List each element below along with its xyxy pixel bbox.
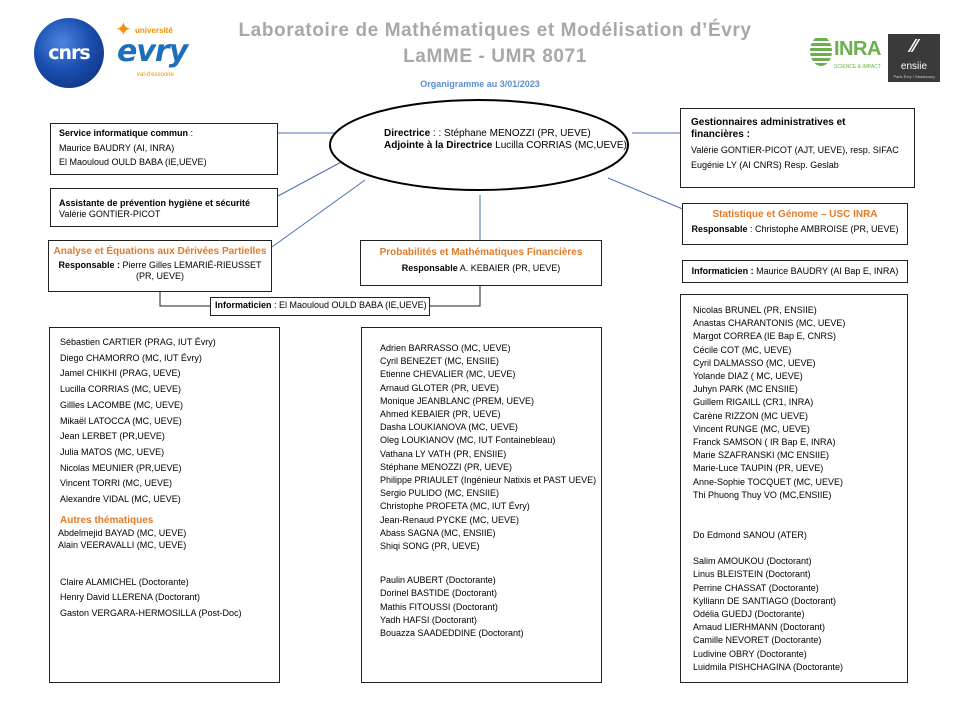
member: Vincent RUNGE (MC, UEVE): [693, 423, 810, 434]
member: Monique JEANBLANC (PREM, UEVE): [380, 395, 535, 406]
member: Etienne CHEVALIER (MC, UEVE): [380, 369, 516, 380]
team-aedp-box: [48, 240, 272, 292]
ensiie-logo-sub: Paris Évry / Strasbourg: [893, 74, 935, 79]
informaticien-center-label: Informaticien: [215, 300, 272, 310]
member: Philippe PRIAULET (Ingénieur Natixis et PAST UEVE): [380, 475, 597, 486]
gestion-member: Eugénie LY (AI CNRS) Resp. Geslab: [691, 160, 839, 170]
member: Arnaud GLOTER (PR, UEVE): [380, 382, 500, 393]
member: Lucilla CORRIAS (MC, UEVE): [60, 384, 182, 395]
doctorant: Mathis FITOUSSI (Doctorant): [380, 601, 498, 612]
doctorant: Arnaud LIERHMANN (Doctorant): [693, 622, 826, 633]
member: Franck SAMSON ( IR Bap E, INRA): [693, 437, 836, 448]
member: Anne-Sophie TOCQUET (MC, UEVE): [693, 476, 844, 487]
team-proba-resp-value: A. KEBAIER (PR, UEVE): [457, 263, 561, 273]
member: Vincent TORRI (MC, UEVE): [60, 478, 173, 489]
member: Ahmed KEBAIER (PR, UEVE): [380, 409, 501, 420]
autres-title: Autres thématiques: [60, 514, 154, 526]
team-stat-box: [682, 203, 908, 245]
member: Adrien BARRASSO (MC, UEVE): [380, 343, 511, 353]
team-aedp-resp-value: Pierre Gilles LEMARIÉ-RIEUSSET: [119, 260, 262, 270]
adjointe-label: Adjointe à la Directrice: [384, 140, 493, 151]
inra-logo-sub: SCIENCE & IMPACT: [834, 64, 881, 70]
service-info-title-suffix: :: [188, 128, 194, 138]
member: Anastas CHARANTONIS (MC, UEVE): [693, 318, 846, 329]
column-left-box: [49, 327, 280, 683]
member: Margot CORREA (IE Bap E, CNRS): [693, 331, 837, 342]
evry-logo-main: evry: [117, 34, 188, 69]
member: Alain VEERAVALLI (MC, UEVE): [58, 540, 187, 551]
member: Oleg LOUKIANOV (MC, IUT Fontainebleau): [380, 435, 556, 446]
team-stat-resp-value: : Christophe AMBROISE (PR, UEVE): [747, 224, 899, 234]
member: Stéphane MENOZZI (PR, UEVE): [380, 461, 513, 472]
member: Mikaël LATOCCA (MC, UEVE): [60, 415, 182, 426]
doctorant: Claire ALAMICHEL (Doctorante): [60, 576, 189, 587]
team-aedp-title: Analyse et Équations aux Dérivées Partielles: [53, 246, 267, 257]
service-info-member: Maurice BAUDRY (AI, INRA): [59, 143, 175, 153]
member: Abass SAGNA (MC, ENSIIE): [380, 527, 496, 538]
member: Jamel CHIKHI (PRAG, UEVE): [60, 368, 181, 379]
member: Cyril BENEZET (MC, ENSIIE): [380, 356, 499, 367]
gestion-title-line2: financières :: [691, 129, 750, 140]
gestion-box: [680, 108, 915, 188]
member: Cécile COT (MC, UEVE): [693, 344, 792, 355]
member: Gillles LACOMBE (MC, UEVE): [60, 399, 184, 410]
service-info-title: Service informatique commun: [59, 128, 189, 138]
doctorant: Odélia GUEDJ (Doctorante): [693, 609, 805, 620]
evry-star-icon: ✦: [115, 19, 132, 41]
direction-text: [384, 128, 634, 152]
team-proba-box: [360, 240, 602, 286]
member: Vathana LY VATH (PR, ENSIIE): [380, 448, 507, 459]
member: Guillem RIGAILL (CR1, INRA): [693, 397, 814, 408]
column-right-box: [680, 294, 908, 683]
connector-informaticien: [160, 292, 210, 306]
informaticien-center-box: [210, 297, 430, 316]
doctorant: Camille NEVORET (Doctorante): [693, 635, 822, 646]
service-info-member: El Maouloud OULD BABA (IE,UEVE): [59, 157, 207, 167]
connector-stat: [608, 178, 685, 210]
title-line1: Laboratoire de Mathématiques et Modélisation d’Évry: [238, 20, 752, 41]
doctorant: Perrine CHASSAT (Doctorante): [693, 582, 819, 593]
team-stat-title: Statistique et Génome – USC INRA: [712, 209, 878, 220]
doctorant: Gaston VERGARA-HERMOSILLA (Post-Doc): [60, 607, 242, 618]
member: Jean LERBET (PR,UEVE): [60, 431, 165, 442]
connector-assistante: [278, 160, 345, 196]
ensiie-logo: [888, 34, 940, 82]
member: Cyril DALMASSO (MC, UEVE): [693, 357, 816, 368]
team-stat-resp-label: Responsable: [691, 224, 748, 234]
doctorant: Linus BLEISTEIN (Doctorant): [693, 569, 811, 580]
member: Julia MATOS (MC, UEVE): [60, 446, 165, 457]
doctorant: Salim AMOUKOU (Doctorant): [693, 556, 812, 567]
team-proba-resp-label: Responsable: [401, 263, 458, 273]
member: Alexandre VIDAL (MC, UEVE): [60, 494, 181, 505]
member: Sergio PULIDO (MC, ENSIIE): [380, 488, 500, 499]
doctorant: Ludivine OBRY (Doctorante): [693, 648, 807, 659]
ensiie-slash-icon: ⁄⁄: [910, 36, 917, 56]
team-proba-title: Probabilités et Mathématiques Financières: [379, 247, 583, 258]
member: Juhyn PARK (MC ENSIIE): [693, 384, 798, 395]
member: Christophe PROFETA (MC, IUT Évry): [380, 501, 530, 512]
cnrs-logo: [34, 18, 104, 88]
adjointe-value: Lucilla CORRIAS (MC,UEVE): [492, 140, 627, 151]
team-aedp-resp-value2: (PR, UEVE): [135, 271, 184, 281]
team-aedp-resp-label: Responsable :: [58, 260, 120, 270]
directrice-value: : : Stéphane MENOZZI (PR, UEVE): [430, 128, 591, 139]
doctorant: Paulin AUBERT (Doctorante): [380, 575, 496, 586]
member: Abdelmejid BAYAD (MC, UEVE): [58, 527, 187, 538]
column-center-box: [361, 327, 602, 683]
connector-aedp: [272, 180, 365, 247]
evry-logo-sub: val-d'essonne: [137, 72, 174, 78]
informaticien-right-box: [682, 260, 908, 283]
member: Dasha LOUKIANOVA (MC, UEVE): [380, 422, 518, 433]
informaticien-right-value: Maurice BAUDRY (AI Bap E, INRA): [753, 266, 899, 276]
member: Marie SZAFRANSKI (MC ENSIIE): [693, 450, 830, 461]
doctorant: Bouazza SAADEDDINE (Doctorant): [380, 628, 524, 639]
assistante-title: Assistante de prévention hygiène et sécurité: [59, 198, 251, 208]
member: Jean-Renaud PYCKE (MC, UEVE): [380, 514, 520, 525]
subtitle: Organigramme au 3/01/2023: [420, 79, 540, 89]
informaticien-center-value: : El Maouloud OULD BABA (IE,UEVE): [271, 300, 427, 310]
doctorant: Kylliann DE SANTIAGO (Doctorant): [693, 595, 837, 606]
connector-informaticien-right: [430, 286, 480, 306]
cnrs-logo-text: cnrs: [48, 42, 90, 64]
doctorant: Henry David LLERENA (Doctorant): [60, 592, 201, 603]
informaticien-right-label: Informaticien :: [691, 266, 754, 276]
gestion-title-line1: Gestionnaires administratives et: [691, 117, 846, 128]
gestion-member: Valérie GONTIER-PICOT (AJT, UEVE), resp. SIFAC: [691, 145, 899, 155]
ater: Do Edmond SANOU (ATER): [693, 530, 807, 541]
doctorant: Dorinel BASTIDE (Doctorant): [380, 588, 498, 599]
member: Shiqi SONG (PR, UEVE): [380, 541, 480, 552]
evry-logo-top: université: [135, 26, 173, 35]
member: Marie-Luce TAUPIN (PR, UEVE): [693, 463, 824, 474]
directrice-label: Directrice: [384, 128, 431, 139]
assistante-box: [50, 188, 278, 227]
inra-logo-text: INRA: [834, 38, 881, 60]
doctorant: Luidmila PISHCHAGINA (Doctorante): [693, 661, 844, 672]
member: Thi Phuong Thuy VO (MC,ENSIIE): [693, 489, 832, 500]
member: Diego CHAMORRO (MC, IUT Évry): [60, 352, 202, 363]
member: Yolande DIAZ ( MC, UEVE): [693, 371, 803, 382]
member: Nicolas MEUNIER (PR,UEVE): [60, 462, 182, 473]
member: Nicolas BRUNEL (PR, ENSIIE): [693, 305, 817, 315]
ensiie-logo-text: ensiie: [900, 61, 928, 72]
member: Carène RIZZON (MC UEVE): [693, 410, 809, 421]
doctorant: Yadh HAFSI (Doctorant): [380, 614, 477, 625]
title-line2: LaMME - UMR 8071: [403, 46, 587, 67]
member: Sébastien CARTIER (PRAG, IUT Évry): [60, 337, 216, 347]
assistante-member: Valérie GONTIER-PICOT: [59, 209, 161, 219]
service-info-box: [50, 123, 278, 175]
